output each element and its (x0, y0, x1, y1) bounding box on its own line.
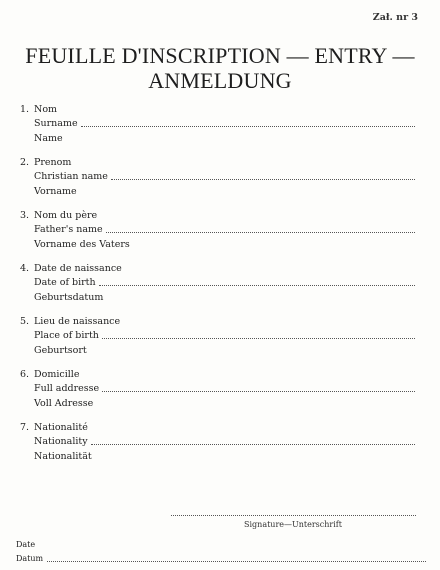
field-label-german: Voll Adresse (34, 398, 94, 409)
field-label: Nationality (34, 436, 88, 447)
field-nationality (20, 421, 415, 464)
field-label: Full addresse (34, 383, 100, 394)
signature-caption: Signature—Unterschrift (244, 520, 342, 529)
field-address (20, 368, 415, 411)
title-line-2: ANMELDUNG (148, 68, 292, 93)
field-number: 6. (20, 369, 30, 380)
dotted-fill-line[interactable] (102, 328, 415, 339)
field-number: 1. (20, 104, 30, 115)
field-christian-name (20, 156, 415, 199)
field-heading: Prenom (34, 157, 72, 168)
field-heading: Nationalité (34, 422, 88, 433)
dotted-fill-line[interactable] (91, 434, 415, 445)
field-fathers-name (20, 209, 415, 252)
datum-label: Datum (16, 554, 44, 563)
field-label-german: Name (34, 133, 63, 144)
field-heading: Date de naissance (34, 263, 122, 274)
field-number: 4. (20, 263, 30, 274)
field-label-german: Vorname des Vaters (34, 239, 130, 250)
field-heading: Nom du père (34, 210, 98, 221)
field-date-of-birth (20, 262, 415, 305)
date-label: Date (16, 540, 36, 549)
signature-line[interactable] (171, 515, 416, 516)
field-sublabel-row (20, 131, 415, 146)
fathers-name-entry-line[interactable] (20, 222, 415, 237)
dotted-fill-line[interactable] (47, 552, 426, 562)
address-entry-line[interactable] (20, 381, 415, 396)
date-of-birth-entry-line[interactable] (20, 275, 415, 290)
field-sublabel-row (20, 184, 415, 199)
date-spacer (39, 538, 426, 547)
field-label: Surname (34, 118, 78, 129)
dotted-fill-line[interactable] (81, 116, 415, 127)
field-heading: Domicille (34, 369, 80, 380)
field-number: 2. (20, 157, 30, 168)
christian-name-entry-line[interactable] (20, 169, 415, 184)
field-label: Christian name (34, 171, 108, 182)
field-number: 5. (20, 316, 30, 327)
nationality-entry-line[interactable] (20, 434, 415, 449)
date-row (16, 538, 426, 552)
field-label: Date of birth (34, 277, 96, 288)
field-label: Place of birth (34, 330, 99, 341)
place-of-birth-entry-line[interactable] (20, 328, 415, 343)
field-number: 3. (20, 210, 30, 221)
field-number: 7. (20, 422, 30, 433)
title-line-1: FEUILLE D'INSCRIPTION — ENTRY — (25, 43, 415, 68)
form-fields (20, 103, 415, 474)
field-heading: Lieu de naissance (34, 316, 121, 327)
field-label-german: Nationalität (34, 451, 92, 462)
signature-block (168, 515, 418, 529)
field-sublabel-row (20, 396, 415, 411)
reference-mark: Zał. nr 3 (372, 12, 418, 23)
field-sublabel-row (20, 237, 415, 252)
field-place-of-birth (20, 315, 415, 358)
field-label-german: Geburtsort (34, 345, 87, 356)
field-sublabel-row (20, 343, 415, 358)
dotted-fill-line[interactable] (102, 381, 415, 392)
field-label-german: Geburtsdatum (34, 292, 104, 303)
field-label: Father's name (34, 224, 103, 235)
form-title (0, 43, 440, 93)
field-sublabel-row (20, 449, 415, 464)
surname-entry-line[interactable] (20, 116, 415, 131)
field-heading: Nom (34, 104, 58, 115)
date-block (16, 538, 426, 566)
dotted-fill-line[interactable] (111, 169, 415, 180)
field-surname (20, 103, 415, 146)
field-label-german: Vorname (34, 186, 77, 197)
dotted-fill-line[interactable] (99, 275, 415, 286)
datum-entry-line[interactable] (16, 552, 426, 566)
dotted-fill-line[interactable] (106, 222, 415, 233)
field-sublabel-row (20, 290, 415, 305)
